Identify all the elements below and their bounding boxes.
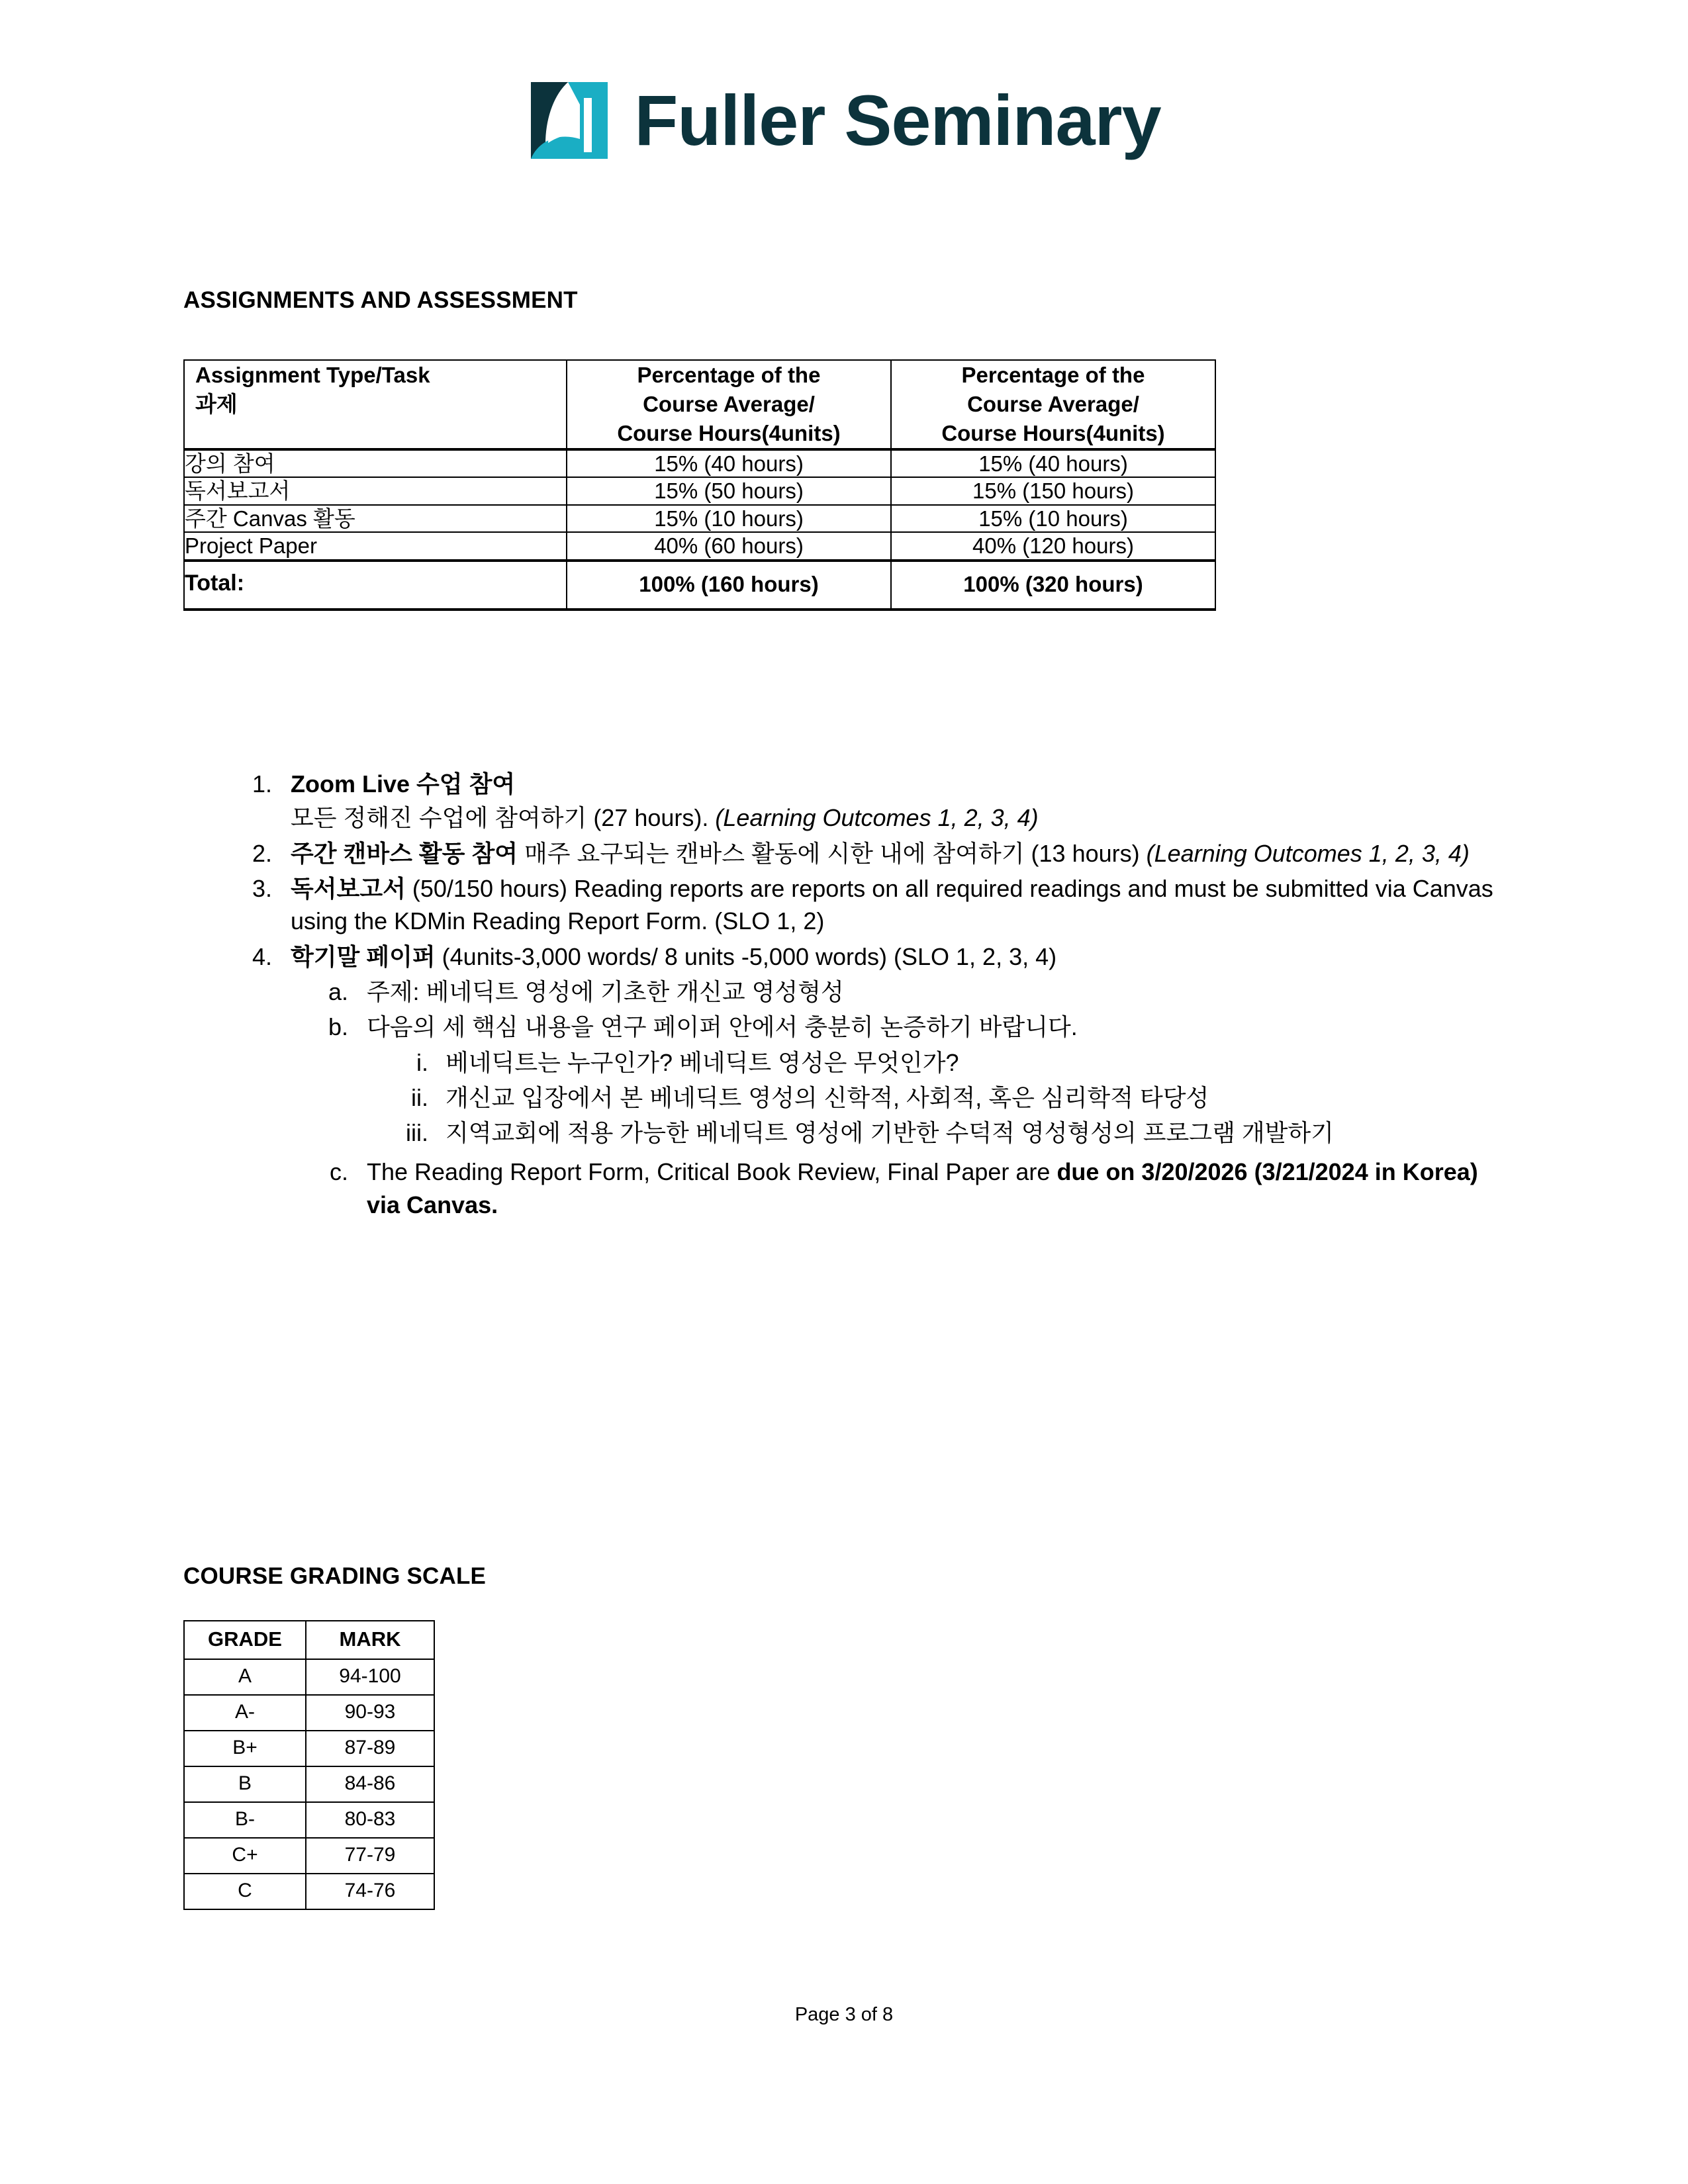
list-item-3-body [291, 872, 1505, 938]
cell-total-4units: 100% (160 hours) [567, 561, 891, 610]
cell-mark: 84-86 [306, 1766, 434, 1802]
table-row [184, 532, 1215, 561]
cell-task: 강의 참여 [184, 449, 567, 478]
grading-row [184, 1695, 434, 1731]
list-item-4b-iii-text: 지역교회에 적용 가능한 베네딕트 영성에 기반한 수덕적 영성형성의 프로그램 개발하기 [445, 1119, 1334, 1147]
cell-mark: 90-93 [306, 1695, 434, 1731]
cell-total-8units: 100% (320 hours) [891, 561, 1215, 610]
list-item-2-body [291, 837, 1505, 870]
list-item-4-bold: 학기말 페이퍼 [291, 942, 436, 970]
list-marker: iii. [406, 1119, 428, 1147]
cell-mark: 80-83 [306, 1802, 434, 1838]
cell-percent-4units: 40% (60 hours) [567, 532, 891, 561]
brand-name: Fuller Seminary [634, 80, 1161, 160]
header-assignment-type-ko: 과제 [195, 391, 238, 416]
page-footer [0, 2004, 1688, 2026]
list-item-1-body [291, 768, 1505, 835]
list-marker: a. [328, 978, 348, 1005]
cell-mark: 94-100 [306, 1659, 434, 1695]
header-line: Course Average/ [643, 391, 815, 416]
list-item-4b-text: 다음의 세 핵심 내용을 연구 페이퍼 안에서 충분히 논증하기 바랍니다. [367, 1013, 1078, 1041]
cell-percent-8units: 40% (120 hours) [891, 532, 1215, 561]
header-line: Course Hours(4units) [617, 420, 841, 445]
list-item-3 [238, 872, 1505, 938]
list-item-1-detail-italic: (Learning Outcomes 1, 2, 3, 4) [715, 804, 1039, 832]
cell-grade: C [184, 1874, 306, 1909]
list-item-2-bold: 주간 캔바스 활동 참여 [291, 839, 518, 867]
cell-grade: B+ [184, 1731, 306, 1766]
assignments-table [183, 359, 1216, 611]
cell-task: 주간 Canvas 활동 [184, 505, 567, 533]
list-item-1-title: Zoom Live 수업 참여 [291, 770, 516, 797]
page-number-label: Page 3 of 8 [794, 2004, 894, 2025]
list-marker: 2. [252, 839, 272, 867]
assignments-list [183, 768, 1505, 1221]
header-percentage-8units [891, 360, 1215, 449]
grading-row [184, 1802, 434, 1838]
grading-row [184, 1659, 434, 1695]
header-mark: MARK [306, 1621, 434, 1659]
table-row [184, 449, 1215, 478]
list-item-4c [314, 1156, 1505, 1221]
cell-task: 독서보고서 [184, 477, 567, 505]
list-item-4b [314, 1011, 1505, 1043]
list-item-4b-iii [390, 1116, 1505, 1149]
list-item-2-plain: 매주 요구되는 캔바스 활동에 시한 내에 참여하기 (13 hours) [518, 839, 1147, 867]
grading-row [184, 1874, 434, 1909]
cell-percent-8units: 15% (40 hours) [891, 449, 1215, 478]
list-item-1-detail [291, 801, 1505, 834]
grading-scale-table [183, 1620, 435, 1910]
list-item-4b-i-text: 베네딕트는 누구인가? 베네딕트 영성은 무엇인가? [445, 1048, 959, 1076]
list-item-4 [238, 940, 1505, 973]
cell-percent-4units: 15% (50 hours) [567, 477, 891, 505]
cell-percent-4units: 15% (40 hours) [567, 449, 891, 478]
table-row [184, 477, 1215, 505]
list-item-1-detail-plain: 모든 정해진 수업에 참여하기 (27 hours). [291, 804, 716, 832]
cell-mark: 87-89 [306, 1731, 434, 1766]
list-marker: c. [329, 1158, 348, 1186]
header-grade: GRADE [184, 1621, 306, 1659]
list-item-4-body [291, 940, 1505, 973]
list-item-4a [314, 976, 1505, 1008]
list-item-4c-body [367, 1156, 1505, 1221]
table-row-total [184, 561, 1215, 610]
list-marker: b. [328, 1013, 348, 1041]
table-header-row [184, 360, 1215, 449]
grading-row [184, 1838, 434, 1874]
list-item-4b-i [390, 1046, 1505, 1079]
cell-grade: C+ [184, 1838, 306, 1874]
grading-header-row [184, 1621, 434, 1659]
cell-grade: A [184, 1659, 306, 1695]
assignments-heading: ASSIGNMENTS AND ASSESSMENT [183, 287, 578, 313]
header-line: Percentage of the [961, 363, 1145, 387]
cell-percent-8units: 15% (150 hours) [891, 477, 1215, 505]
list-item-3-bold: 독서보고서 [291, 874, 406, 902]
list-marker: 1. [252, 770, 272, 797]
list-item-4b-ii [390, 1081, 1505, 1114]
cell-total-label: Total: [184, 561, 567, 610]
list-item-4-plain: (4units-3,000 words/ 8 units -5,000 words) (SLO 1, 2, 3, 4) [435, 942, 1057, 970]
header-assignment-type-en: Assignment Type/Task [195, 363, 430, 387]
header-assignment-type [184, 360, 567, 449]
list-item-4c-plain: The Reading Report Form, Critical Book Review, Final Paper are [367, 1158, 1057, 1186]
list-marker: ii. [411, 1083, 428, 1111]
cell-mark: 74-76 [306, 1874, 434, 1909]
list-item-2 [238, 837, 1505, 870]
header-percentage-4units [567, 360, 891, 449]
cell-task: Project Paper [184, 532, 567, 561]
list-item-4c-due: due on 3/20/2026 (3/21/2024 in Korea) via Canvas. [367, 1158, 1478, 1218]
list-marker: 3. [252, 874, 272, 902]
cell-percent-4units: 15% (10 hours) [567, 505, 891, 533]
list-marker: i. [416, 1048, 428, 1076]
grading-row [184, 1766, 434, 1802]
cell-mark: 77-79 [306, 1838, 434, 1874]
header-line: Course Hours(4units) [941, 420, 1165, 445]
brand-header [0, 78, 1688, 163]
cell-grade: B- [184, 1802, 306, 1838]
cell-grade: A- [184, 1695, 306, 1731]
list-item-1 [238, 768, 1505, 835]
open-book-icon [527, 78, 612, 163]
list-item-4a-text: 주제: 베네딕트 영성에 기초한 개신교 영성형성 [367, 978, 844, 1005]
list-item-4b-ii-text: 개신교 입장에서 본 베네딕트 영성의 신학적, 사회적, 혹은 심리학적 타당성 [445, 1083, 1209, 1111]
header-line: Percentage of the [637, 363, 821, 387]
list-item-3-plain: (50/150 hours) Reading reports are reports on all required readings and must be submitted via Canvas using the KDMin Reading Report Form. (SLO 1, 2) [291, 874, 1493, 935]
grading-scale-heading: COURSE GRADING SCALE [183, 1563, 487, 1589]
table-row [184, 505, 1215, 533]
list-item-2-italic: (Learning Outcomes 1, 2, 3, 4) [1146, 839, 1470, 867]
cell-grade: B [184, 1766, 306, 1802]
grading-row [184, 1731, 434, 1766]
header-line: Course Average/ [967, 391, 1139, 416]
list-marker: 4. [252, 942, 272, 970]
cell-percent-8units: 15% (10 hours) [891, 505, 1215, 533]
